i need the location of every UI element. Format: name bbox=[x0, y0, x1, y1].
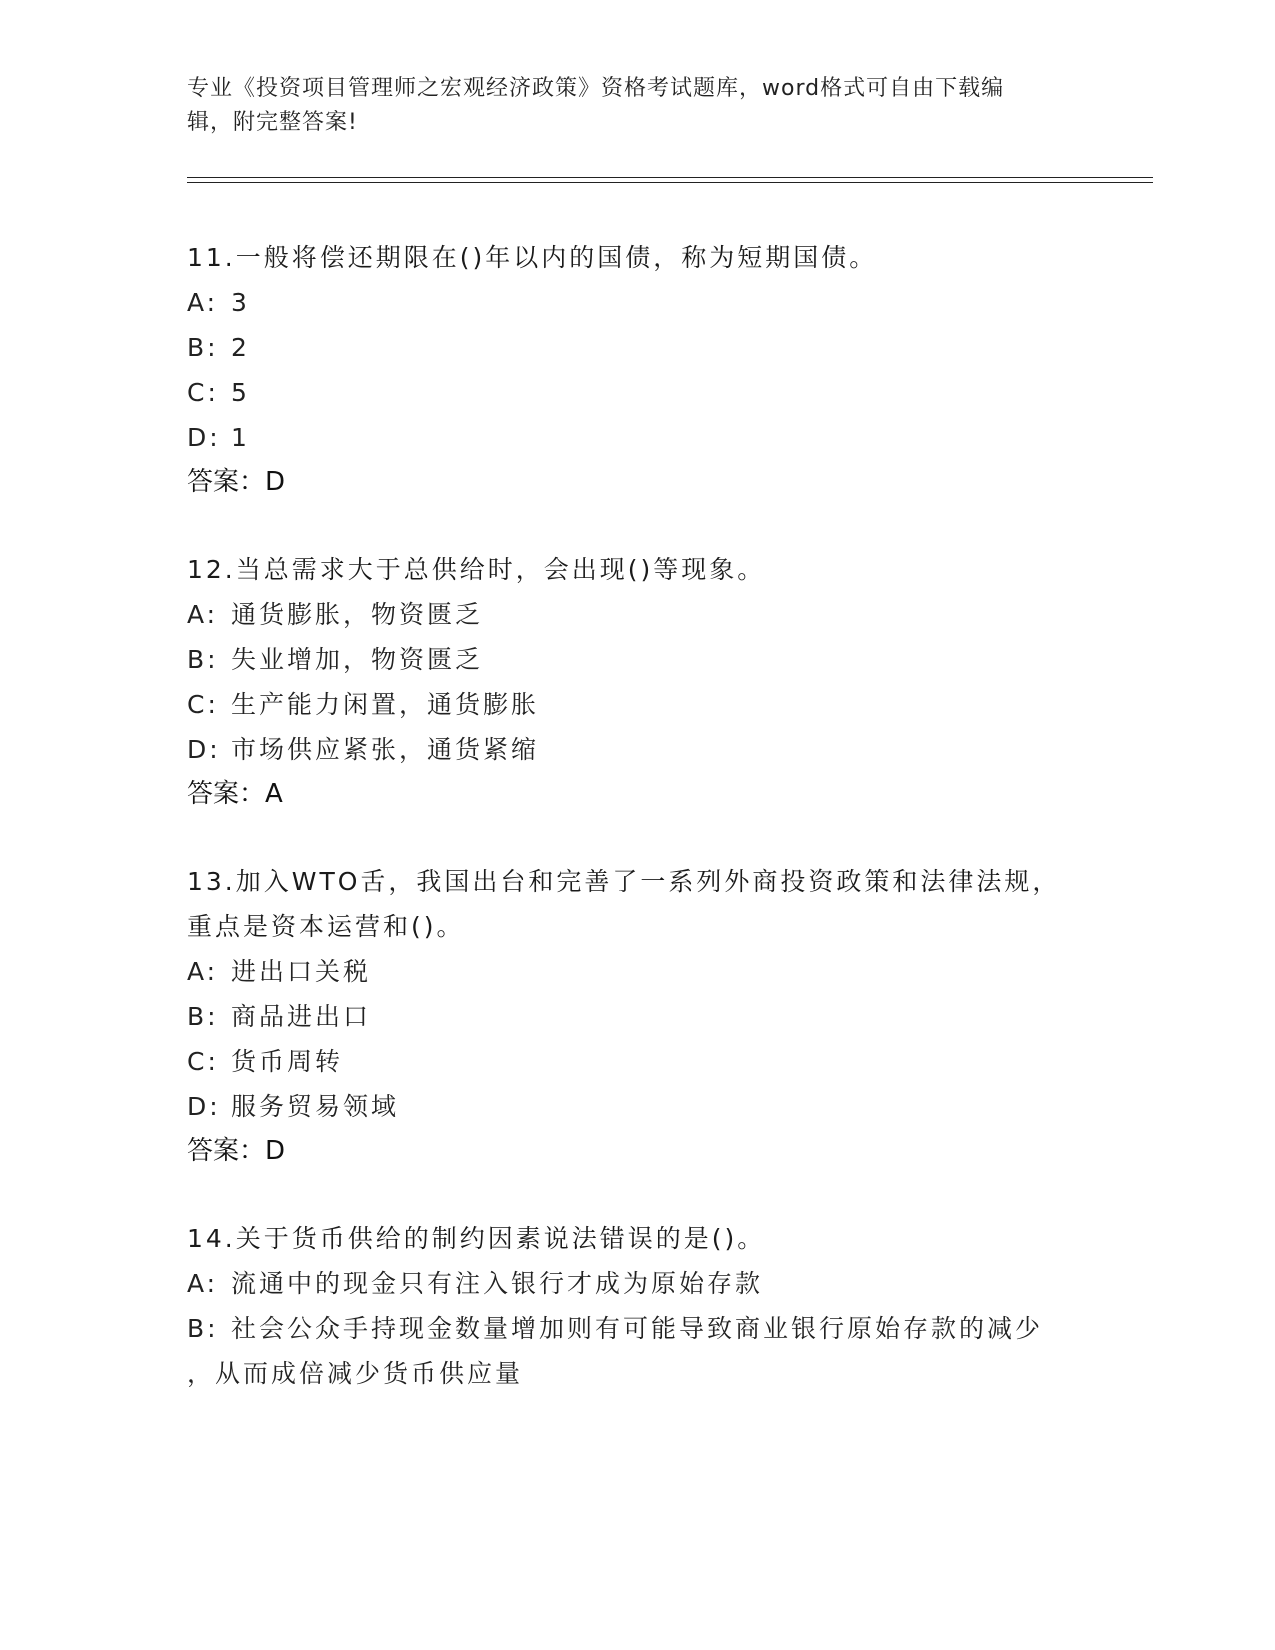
answer: 答案：D bbox=[187, 467, 286, 497]
option-label: C: bbox=[187, 1047, 219, 1076]
option-a bbox=[187, 280, 1087, 325]
question-stem: 14.关于货币供给的制约因素说法错误的是()。 bbox=[187, 1224, 766, 1253]
question-stem: 11.一般将偿还期限在()年以内的国债，称为短期国债。 bbox=[187, 243, 878, 272]
option-label: B: bbox=[187, 1314, 219, 1343]
option-label: C: bbox=[187, 378, 219, 407]
question-13 bbox=[187, 859, 1087, 1173]
option-label: A: bbox=[187, 288, 219, 317]
option-a bbox=[187, 592, 1087, 637]
question-12 bbox=[187, 547, 1087, 816]
option-label: B: bbox=[187, 645, 219, 674]
option-text: 服务贸易领域 bbox=[231, 1092, 400, 1121]
option-label: C: bbox=[187, 690, 219, 719]
option-label: A: bbox=[187, 957, 219, 986]
option-text: 流通中的现金只有注入银行才成为原始存款 bbox=[231, 1269, 764, 1298]
option-label: B: bbox=[187, 333, 219, 362]
option-text: 商品进出口 bbox=[231, 1002, 372, 1031]
answer: 答案：D bbox=[187, 1136, 286, 1166]
option-text: 通货膨胀，物资匮乏 bbox=[231, 600, 484, 629]
option-label: D: bbox=[187, 1092, 221, 1121]
option-text: 货币周转 bbox=[231, 1047, 344, 1076]
question-14 bbox=[187, 1216, 1087, 1396]
option-b-continuation: ，从而成倍减少货币供应量 bbox=[187, 1359, 524, 1388]
option-text: 2 bbox=[231, 333, 250, 362]
option-d bbox=[187, 1084, 1087, 1129]
question-11 bbox=[187, 235, 1087, 504]
option-text: 市场供应紧张，通货紧缩 bbox=[231, 735, 540, 764]
question-stem-continued: 重点是资本运营和()。 bbox=[187, 912, 465, 941]
option-text: 3 bbox=[231, 288, 250, 317]
answer: 答案：A bbox=[187, 779, 283, 809]
option-d bbox=[187, 415, 1087, 460]
option-label: B: bbox=[187, 1002, 219, 1031]
document-header bbox=[187, 72, 1067, 140]
option-a bbox=[187, 1261, 1087, 1306]
option-c bbox=[187, 682, 1087, 727]
option-b bbox=[187, 325, 1087, 370]
option-b bbox=[187, 1306, 1087, 1351]
option-b bbox=[187, 994, 1087, 1039]
option-a bbox=[187, 949, 1087, 994]
option-label: D: bbox=[187, 423, 221, 452]
question-list bbox=[187, 235, 1087, 1439]
question-stem: 13.加入WTO舌，我国出台和完善了一系列外商投资政策和法律法规， bbox=[187, 867, 1061, 896]
option-label: D: bbox=[187, 735, 221, 764]
question-stem: 12.当总需求大于总供给时，会出现()等现象。 bbox=[187, 555, 766, 584]
option-text: 进出口关税 bbox=[231, 957, 372, 986]
header-line-1: 专业《投资项目管理师之宏观经济政策》资格考试题库，word格式可自由下载编 bbox=[187, 76, 1005, 101]
header-rule-bottom bbox=[187, 182, 1153, 183]
option-text: 5 bbox=[231, 378, 250, 407]
header-line-2: 辑，附完整答案! bbox=[187, 110, 358, 135]
option-text: 失业增加，物资匮乏 bbox=[231, 645, 484, 674]
option-b bbox=[187, 637, 1087, 682]
option-label: A: bbox=[187, 1269, 219, 1298]
option-text: 生产能力闲置，通货膨胀 bbox=[231, 690, 540, 719]
option-text: 1 bbox=[231, 423, 250, 452]
option-label: A: bbox=[187, 600, 219, 629]
option-d bbox=[187, 727, 1087, 772]
option-text: 社会公众手持现金数量增加则有可能导致商业银行原始存款的减少 bbox=[231, 1314, 1044, 1343]
option-c bbox=[187, 1039, 1087, 1084]
header-rule-top bbox=[187, 177, 1153, 178]
option-c bbox=[187, 370, 1087, 415]
